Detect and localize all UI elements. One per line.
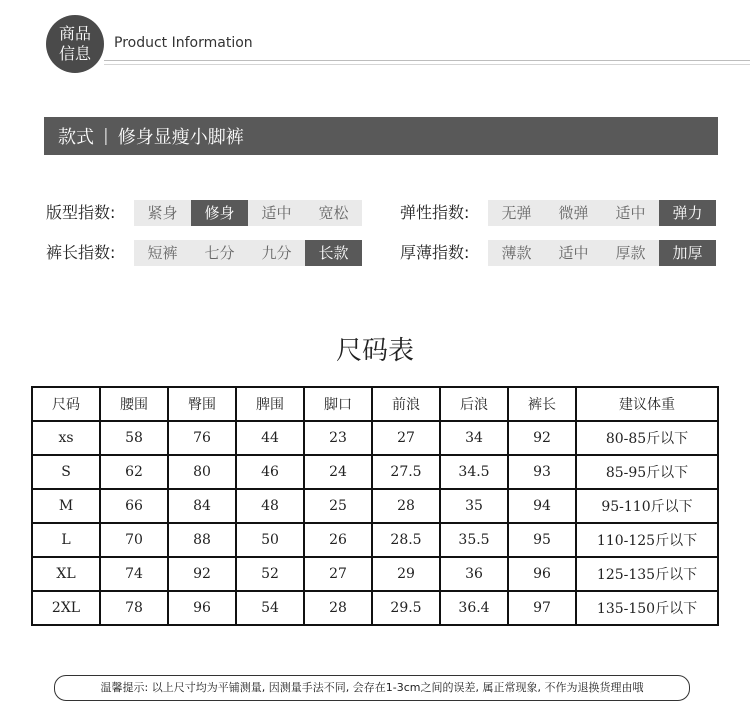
elasticity-option: 无弹 — [501, 204, 532, 222]
header-cell: 后浪 — [440, 387, 508, 421]
table-cell: 27 — [304, 557, 372, 591]
section-title: Product Information — [114, 35, 253, 51]
section-badge — [46, 15, 104, 73]
elasticity-option: 微弹 — [558, 204, 589, 222]
table-cell: 78 — [100, 591, 168, 625]
table-row — [32, 523, 718, 557]
table-cell: 62 — [100, 455, 168, 489]
table-cell: xs — [32, 421, 100, 455]
length-option: 七分 — [204, 244, 235, 262]
table-cell: S — [32, 455, 100, 489]
header-cell: 脾围 — [236, 387, 304, 421]
badge-line1: 商品 — [58, 24, 91, 43]
table-cell: 88 — [168, 523, 236, 557]
table-cell: 26 — [304, 523, 372, 557]
thickness-index-label: 厚薄指数: — [400, 243, 470, 262]
header-divider-top — [104, 60, 750, 61]
style-bar — [44, 117, 718, 155]
table-cell: 50 — [236, 523, 304, 557]
table-row — [32, 455, 718, 489]
table-cell: 70 — [100, 523, 168, 557]
table-cell: 84 — [168, 489, 236, 523]
measurement-note: 温馨提示: 以上尺寸均为平铺测量, 因测量手法不同, 会存在1-3cm之间的误差, 属正常现象, 不作为退换货理由哦 — [54, 675, 690, 701]
table-row — [32, 421, 718, 455]
table-cell: 66 — [100, 489, 168, 523]
table-row — [32, 489, 718, 523]
table-cell: 44 — [236, 421, 304, 455]
table-cell: 76 — [168, 421, 236, 455]
table-cell: 94 — [508, 489, 576, 523]
table-cell: 24 — [304, 455, 372, 489]
table-cell: 58 — [100, 421, 168, 455]
elasticity-index-options — [488, 200, 716, 226]
elasticity-option: 适中 — [615, 204, 646, 222]
table-cell: 23 — [304, 421, 372, 455]
table-cell: 95-110斤以下 — [576, 489, 718, 523]
style-separator: | — [103, 126, 109, 146]
fit-index-label: 版型指数: — [46, 203, 116, 222]
table-cell: 2XL — [32, 591, 100, 625]
table-cell: 93 — [508, 455, 576, 489]
table-cell: 34 — [440, 421, 508, 455]
header-cell: 建议体重 — [576, 387, 718, 421]
style-value: 修身显瘦小脚裤 — [117, 127, 244, 148]
elasticity-index-label: 弹性指数: — [400, 203, 470, 222]
table-cell: 27.5 — [372, 455, 440, 489]
thickness-option: 厚款 — [615, 244, 646, 262]
length-option: 九分 — [261, 244, 292, 262]
table-cell: 52 — [236, 557, 304, 591]
length-option: 长款 — [305, 240, 362, 266]
header-cell: 脚口 — [304, 387, 372, 421]
header-cell: 前浪 — [372, 387, 440, 421]
length-index-options — [134, 240, 362, 266]
table-cell: 34.5 — [440, 455, 508, 489]
header-cell: 尺码 — [32, 387, 100, 421]
table-cell: 28 — [372, 489, 440, 523]
table-cell: 36 — [440, 557, 508, 591]
table-cell: L — [32, 523, 100, 557]
table-cell: 80 — [168, 455, 236, 489]
fit-index-options — [134, 200, 362, 226]
table-cell: XL — [32, 557, 100, 591]
fit-option: 适中 — [261, 204, 292, 222]
table-cell: 48 — [236, 489, 304, 523]
table-cell: 29 — [372, 557, 440, 591]
style-label: 款式 — [58, 127, 94, 148]
size-chart-title: 尺码表 — [335, 336, 414, 366]
fit-option: 紧身 — [147, 204, 178, 222]
table-header-row — [32, 387, 718, 421]
table-cell: 29.5 — [372, 591, 440, 625]
size-chart-table — [31, 386, 719, 626]
table-cell: 85-95斤以下 — [576, 455, 718, 489]
table-cell: 35 — [440, 489, 508, 523]
table-row — [32, 591, 718, 625]
table-cell: 35.5 — [440, 523, 508, 557]
table-cell: 92 — [168, 557, 236, 591]
table-cell: 74 — [100, 557, 168, 591]
fit-option: 修身 — [191, 200, 248, 226]
header-cell: 腰围 — [100, 387, 168, 421]
elasticity-option: 弹力 — [659, 200, 716, 226]
table-cell: 27 — [372, 421, 440, 455]
badge-line2: 信息 — [58, 44, 91, 63]
table-cell: M — [32, 489, 100, 523]
table-cell: 28 — [304, 591, 372, 625]
table-cell: 96 — [508, 557, 576, 591]
table-cell: 92 — [508, 421, 576, 455]
table-cell: 97 — [508, 591, 576, 625]
table-cell: 25 — [304, 489, 372, 523]
table-cell: 135-150斤以下 — [576, 591, 718, 625]
table-cell: 28.5 — [372, 523, 440, 557]
header-divider-bottom — [104, 64, 750, 65]
table-cell: 54 — [236, 591, 304, 625]
thickness-option: 薄款 — [501, 244, 532, 262]
thickness-option: 适中 — [558, 244, 589, 262]
length-option: 短裤 — [147, 244, 178, 262]
table-cell: 96 — [168, 591, 236, 625]
thickness-option: 加厚 — [659, 240, 716, 266]
table-cell: 110-125斤以下 — [576, 523, 718, 557]
header-cell: 臀围 — [168, 387, 236, 421]
thickness-index-options — [488, 240, 716, 266]
fit-option: 宽松 — [318, 204, 349, 222]
table-cell: 80-85斤以下 — [576, 421, 718, 455]
table-cell: 125-135斤以下 — [576, 557, 718, 591]
table-cell: 46 — [236, 455, 304, 489]
length-index-label: 裤长指数: — [46, 243, 116, 262]
table-cell: 36.4 — [440, 591, 508, 625]
table-row — [32, 557, 718, 591]
header-cell: 裤长 — [508, 387, 576, 421]
table-cell: 95 — [508, 523, 576, 557]
